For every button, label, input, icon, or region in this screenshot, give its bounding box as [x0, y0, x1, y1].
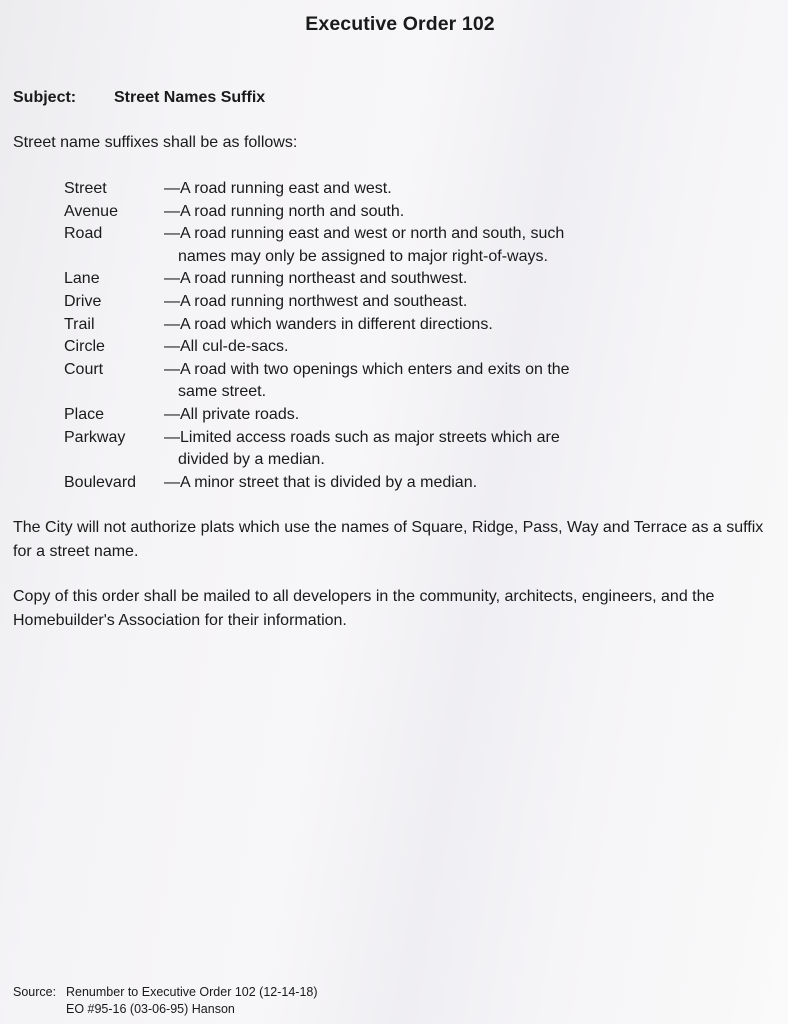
list-item: [64, 427, 594, 472]
suffix-description: [164, 178, 594, 201]
distribution-paragraph: [13, 585, 788, 632]
suffix-term: Avenue: [64, 202, 118, 220]
suffix-term: Drive: [64, 292, 102, 310]
list-item: [64, 268, 594, 291]
suffix-description: [164, 404, 594, 427]
source-note: [13, 984, 318, 1018]
list-item: [64, 404, 594, 427]
suffix-description: [164, 314, 594, 337]
list-item: [64, 314, 594, 337]
suffix-term: Boulevard: [64, 473, 137, 491]
intro-text: Street name suffixes shall be as follows:: [13, 134, 298, 151]
suffix-term: Trail: [64, 315, 95, 333]
suffix-term: Place: [64, 405, 105, 423]
description-line: —A road running east and west.: [164, 180, 392, 197]
description-line: —A minor street that is divided by a median.: [164, 473, 478, 491]
suffix-term: Court: [64, 360, 104, 378]
paragraph-line: Homebuilder's Association for their information.: [13, 611, 347, 629]
description-line: —A road which wanders in different directions.: [164, 315, 493, 333]
list-item: [64, 223, 594, 268]
suffix-description: [164, 291, 594, 314]
description-line: —A road running northwest and southeast.: [164, 292, 468, 310]
suffix-description: [164, 472, 594, 495]
description-line-2: same street.: [178, 383, 267, 401]
suffix-term: Lane: [64, 270, 100, 288]
list-item: [64, 336, 594, 359]
description-line: —A road with two openings which enters and exits on the: [164, 360, 570, 378]
source-label: Source:: [13, 985, 57, 999]
description-line: —Limited access roads such as major streets which are: [164, 428, 560, 446]
source-line-2: EO #95-16 (03-06-95) Hanson: [66, 1002, 235, 1016]
suffix-term: Road: [64, 225, 103, 243]
suffix-term: Street: [64, 180, 107, 197]
page-title: Executive Order 102: [305, 13, 495, 35]
description-line: —A road running north and south.: [164, 202, 405, 220]
paragraph-line: Copy of this order shall be mailed to all developers in the community, architects, engineers, and the: [13, 588, 715, 605]
suffix-list: [64, 178, 594, 494]
description-line-2: names may only be assigned to major right-of-ways.: [178, 247, 548, 265]
description-line-2: divided by a median.: [178, 451, 325, 469]
source-line-1: [13, 984, 318, 1001]
description-line: —All cul-de-sacs.: [164, 338, 289, 356]
list-item: [64, 359, 594, 404]
list-item: [64, 201, 594, 224]
suffix-description: [164, 359, 594, 404]
subject-label: Subject:: [13, 89, 77, 106]
description-line: —A road running east and west or north and south, such: [164, 225, 565, 243]
list-item: [64, 472, 594, 495]
description-line: —A road running northeast and southwest.: [164, 270, 468, 288]
suffix-description: [164, 268, 594, 291]
source-text: Renumber to Executive Order 102 (12-14-18): [66, 985, 318, 999]
suffix-description: [164, 427, 594, 472]
paragraph-line: The City will not authorize plats which use the names of Square, Ridge, Pass, Way and Terrace as a suffix: [13, 519, 764, 536]
list-item: [64, 178, 594, 201]
suffix-description: [164, 336, 594, 359]
suffix-description: [164, 223, 594, 268]
restriction-paragraph: [13, 516, 788, 563]
paragraph-line: for a street name.: [13, 542, 139, 560]
suffix-term: Circle: [64, 338, 105, 356]
subject-value: Street Names Suffix: [114, 89, 266, 106]
subject-line: [13, 89, 266, 107]
suffix-description: [164, 201, 594, 224]
list-item: [64, 291, 594, 314]
suffix-term: Parkway: [64, 428, 126, 446]
description-line: —All private roads.: [164, 405, 300, 423]
